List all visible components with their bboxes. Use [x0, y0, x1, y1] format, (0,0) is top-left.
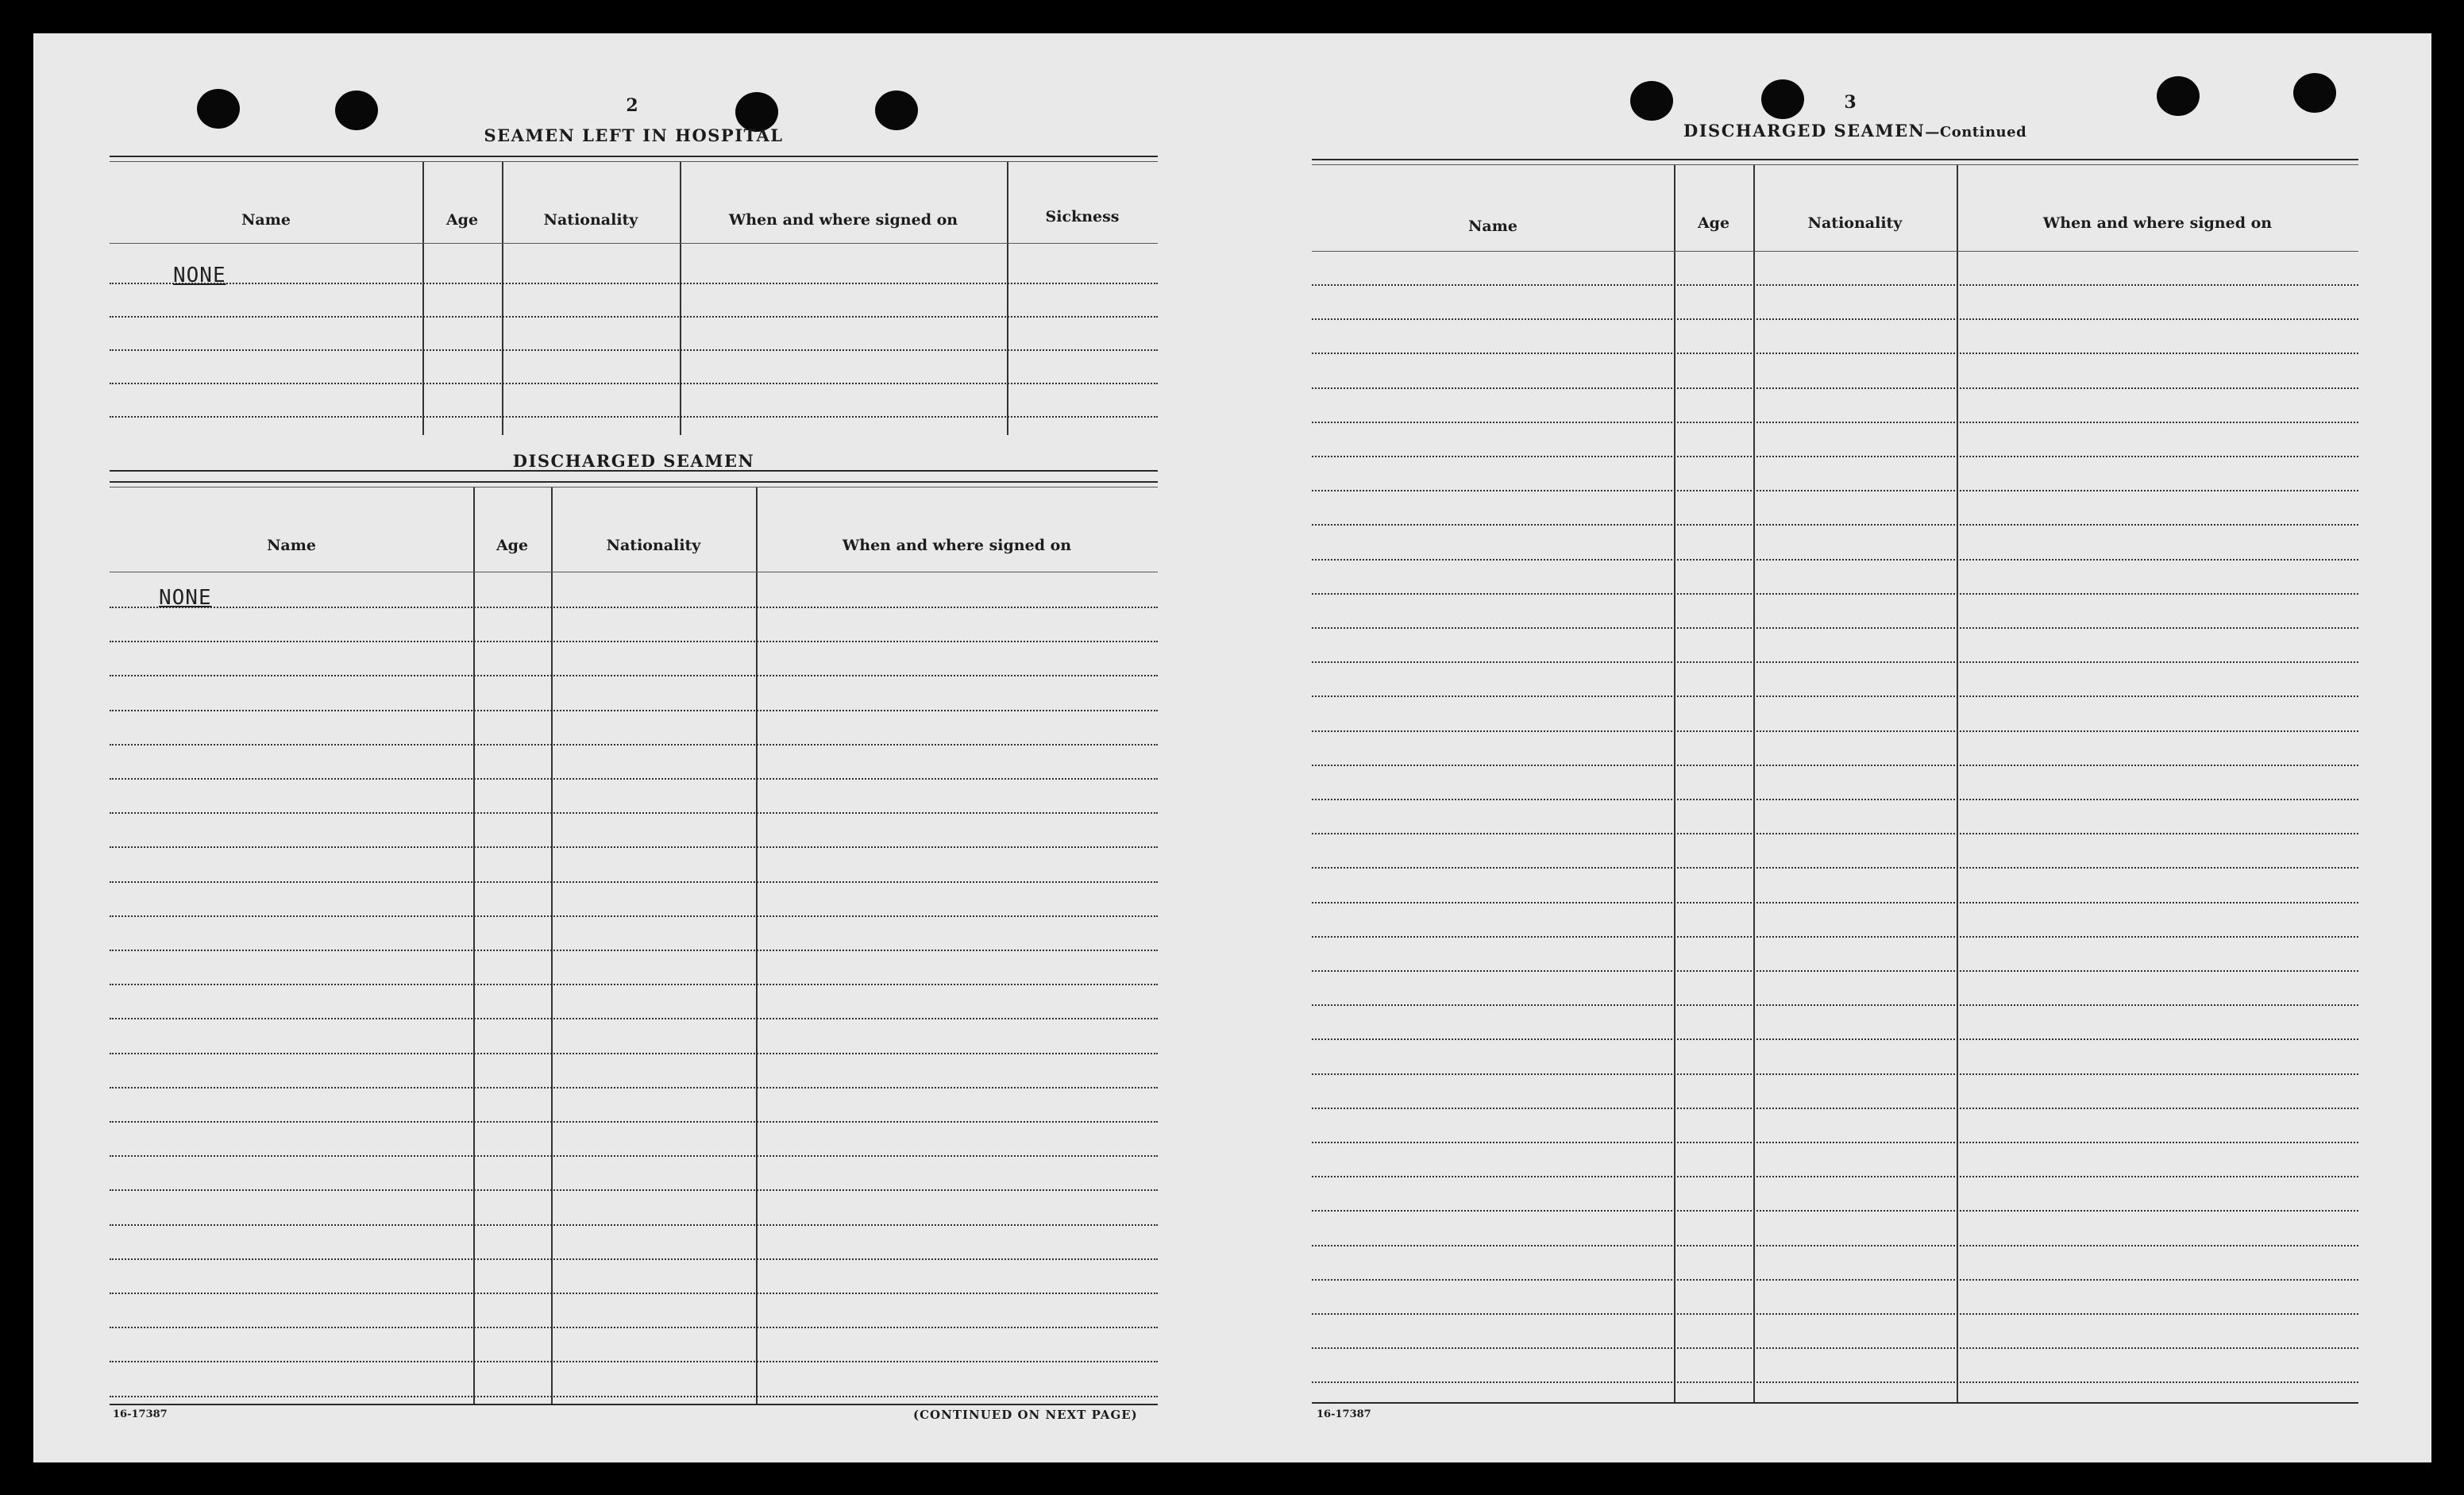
punch-hole — [1630, 81, 1673, 121]
table-row — [110, 778, 1158, 780]
table-row — [110, 1224, 1158, 1226]
table-row — [110, 812, 1158, 814]
right-page — [1224, 33, 2431, 1462]
hospital-section-title: SEAMEN LEFT IN HOSPITAL — [484, 125, 784, 145]
table-row — [1312, 1176, 2358, 1177]
table-row — [110, 710, 1158, 711]
column-header-name: Name — [1468, 218, 1517, 235]
left-page — [33, 33, 1224, 1462]
table-row — [1312, 593, 2358, 595]
form-number: 16-17387 — [113, 1408, 168, 1420]
table-row — [110, 881, 1158, 883]
table-row — [1312, 799, 2358, 800]
table-row — [1312, 1038, 2358, 1040]
table-row — [1312, 1210, 2358, 1212]
discharged-continued-table — [1312, 159, 2358, 1407]
discharged-table — [110, 481, 1158, 1407]
table-row — [1312, 1142, 2358, 1143]
punch-hole — [335, 91, 378, 130]
document-sheet — [33, 33, 2431, 1462]
form-number: 16-17387 — [1317, 1408, 1371, 1420]
table-row — [1312, 387, 2358, 389]
column-header-signed-on: When and where signed on — [728, 211, 958, 229]
table-row — [110, 1155, 1158, 1157]
punch-hole — [2293, 73, 2336, 113]
table-row — [1312, 936, 2358, 938]
table-row — [1312, 1347, 2358, 1349]
title-suffix: —Continued — [1925, 124, 2027, 141]
table-row — [1312, 867, 2358, 869]
column-header-signed-on: When and where signed on — [842, 537, 1072, 554]
table-row — [110, 1189, 1158, 1191]
table-row — [1312, 627, 2358, 629]
column-header-signed-on: When and where signed on — [2042, 214, 2273, 232]
page-number: 3 — [1844, 92, 1857, 113]
table-row — [1312, 695, 2358, 697]
table-row — [1312, 765, 2358, 766]
table-row — [1312, 1004, 2358, 1006]
table-row — [110, 846, 1158, 848]
table-row — [110, 607, 1158, 608]
table-row — [110, 984, 1158, 985]
table-row — [110, 383, 1158, 384]
table-row — [1312, 1381, 2358, 1383]
table-row — [110, 675, 1158, 676]
table-row — [1312, 284, 2358, 286]
table-row — [110, 1087, 1158, 1088]
table-row — [110, 283, 1158, 284]
continued-note: (CONTINUED ON NEXT PAGE) — [913, 1408, 1138, 1422]
punch-hole — [197, 89, 240, 129]
page-number: 2 — [626, 95, 638, 116]
table-row — [110, 349, 1158, 351]
title-main: DISCHARGED SEAMEN — [1683, 121, 1926, 141]
table-row — [110, 1258, 1158, 1260]
table-row — [1312, 902, 2358, 904]
table-row — [1312, 524, 2358, 526]
table-row — [110, 915, 1158, 917]
table-row — [110, 744, 1158, 746]
punch-hole — [2157, 76, 2200, 116]
table-row — [1312, 559, 2358, 561]
table-row — [1312, 970, 2358, 972]
column-header-name: Name — [241, 211, 291, 229]
table-row — [1312, 318, 2358, 320]
table-row — [1312, 1245, 2358, 1246]
table-row — [110, 641, 1158, 642]
column-header-nationality: Nationality — [1807, 214, 1903, 232]
discharged-section-title: DISCHARGED SEAMEN — [512, 451, 755, 471]
table-row — [110, 1327, 1158, 1328]
table-row — [1312, 1073, 2358, 1075]
hospital-table — [110, 156, 1158, 472]
table-row — [110, 416, 1158, 418]
table-row — [1312, 422, 2358, 423]
column-header-nationality: Nationality — [606, 537, 701, 554]
column-header-age: Age — [1697, 214, 1730, 232]
table-row — [1312, 1313, 2358, 1315]
table-row — [110, 316, 1158, 318]
table-row — [110, 1018, 1158, 1019]
table-row — [1312, 730, 2358, 732]
discharged-entry-none: NONE — [159, 586, 212, 610]
table-row — [1312, 1279, 2358, 1281]
punch-hole — [1761, 79, 1804, 119]
punch-hole — [875, 91, 918, 130]
table-row — [110, 1396, 1158, 1397]
table-row — [1312, 1108, 2358, 1109]
column-header-name: Name — [267, 537, 316, 554]
table-row — [110, 1361, 1158, 1362]
table-row — [1312, 833, 2358, 834]
table-row — [110, 1293, 1158, 1294]
column-header-nationality: Nationality — [543, 211, 638, 229]
discharged-continued-title — [1683, 121, 2027, 141]
table-row — [1312, 456, 2358, 457]
table-row — [110, 1121, 1158, 1123]
table-row — [1312, 490, 2358, 491]
column-header-age: Age — [445, 211, 479, 229]
table-row — [110, 1053, 1158, 1054]
hospital-entry-none: NONE — [173, 264, 226, 287]
column-header-age: Age — [495, 537, 529, 554]
table-row — [1312, 661, 2358, 663]
table-row — [110, 950, 1158, 951]
table-row — [1312, 353, 2358, 354]
column-header-sickness: Sickness — [1045, 208, 1120, 225]
